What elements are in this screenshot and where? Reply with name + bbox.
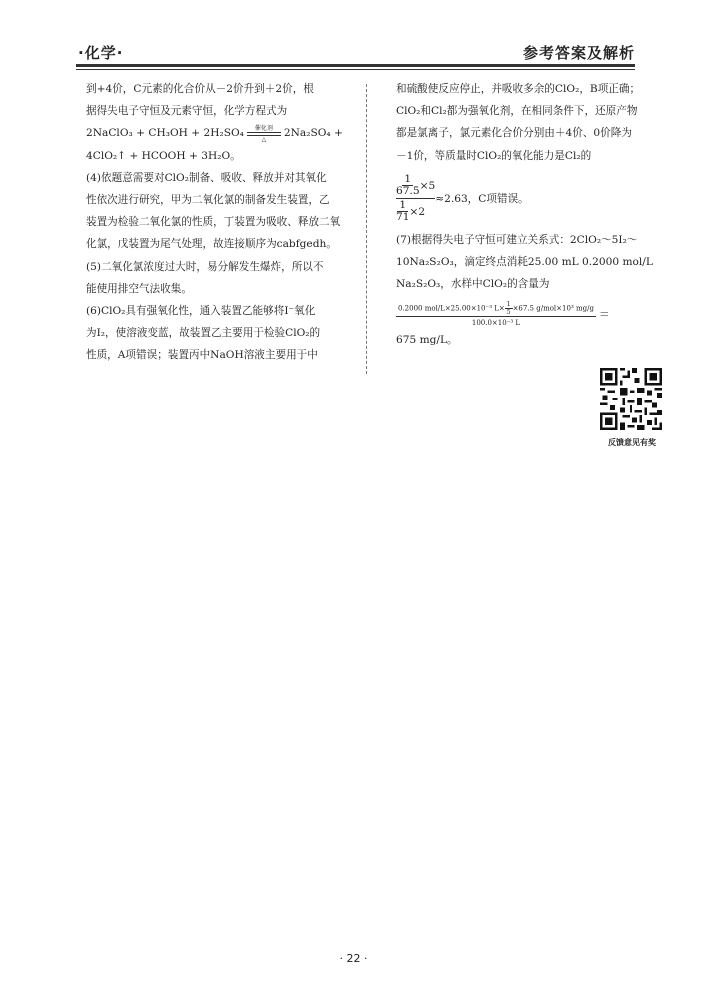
fraction-den: 71 [396, 211, 410, 224]
compound-fraction [396, 174, 435, 223]
text-line: (4)依题意需要对ClO₂制备、吸收、释放并对其氧化 [86, 171, 327, 184]
reaction-arrow [247, 125, 281, 143]
text-line: 到+4价，C元素的化合价从－2价升到＋2价，根 [86, 83, 314, 95]
fraction-num: 1 [506, 301, 511, 309]
ratio-result: ≈2.63，C项错误。 [435, 192, 529, 205]
section-header: 参考答案及解析 [522, 44, 635, 62]
calc-numerator [396, 301, 596, 317]
text-line: －1价，等质量时ClO₂的氧化能力是Cl₂的 [396, 149, 592, 162]
fraction-num: 1 [399, 199, 407, 212]
text-line: 据得失电子守恒及元素守恒，化学方程式为 [86, 105, 288, 118]
text-line: 为I₂，使溶液变蓝，故装置乙主要用于检验ClO₂的 [86, 327, 321, 340]
equals-sign: ＝ [598, 309, 610, 322]
header-rule [76, 64, 635, 67]
calc-fraction [396, 301, 596, 329]
oxidation-ratio [396, 169, 666, 229]
text-line: 和硫酸使反应停止，并吸收多余的ClO₂，B项正确； [396, 83, 641, 95]
fraction-denominator [396, 199, 425, 223]
inner-fraction [396, 174, 420, 197]
content-calculation [396, 301, 666, 329]
qr-caption: 反馈意见有奖 [608, 438, 656, 447]
multiplier: ×2 [409, 205, 426, 218]
page-number: · 22 · [339, 952, 368, 965]
text-line: (6)ClO₂具有强氧化性，通入装置乙能够将I⁻氧化 [86, 305, 316, 318]
inner-fraction [505, 301, 513, 316]
text-line: Na₂S₂O₃，水样中ClO₂的含量为 [396, 278, 550, 291]
text-line: (5)二氧化氯浓度过大时，易分解发生爆炸，所以不 [86, 260, 324, 273]
result-line: 675 mg/L。 [396, 334, 458, 347]
inner-fraction [396, 200, 409, 223]
text-line: (7)根据得失电子守恒可建立关系式：2ClO₂～5I₂～ [396, 233, 638, 246]
text-line: 化氯，戊装置为尾气处理，故连接顺序为cabfgedh。 [86, 238, 337, 251]
multiplier: ×5 [419, 179, 436, 192]
chemical-equation [86, 122, 356, 144]
arrow-condition-top: 催化剂 [254, 124, 273, 132]
text-line: 能使用排空气法收集。 [86, 282, 192, 295]
qr-code-icon[interactable] [600, 368, 662, 430]
text-line: 10Na₂S₂O₃，滴定终点消耗25.00 mL 0.2000 mol/L [396, 256, 653, 269]
fraction-num: 1 [404, 173, 412, 186]
fraction-numerator [396, 174, 435, 199]
fraction-den: 5 [506, 309, 511, 317]
left-column [86, 78, 356, 367]
equation-lhs: 2NaClO₃ + CH₃OH + 2H₂SO₄ [86, 127, 244, 140]
text-line: 装置为检验二氧化氯的性质，丁装置为吸收、释放二氧 [86, 216, 341, 229]
text-line: 性依次进行研究，甲为二氧化氯的制备发生装置，乙 [86, 194, 330, 207]
right-column [396, 78, 666, 352]
text-line: 都是氯离子，氯元素化合价分别由＋4价、0价降为 [396, 127, 632, 140]
column-divider [366, 84, 367, 374]
text-line: 性质，A项错误；装置丙中NaOH溶液主要用于中 [86, 349, 318, 362]
fraction-den: 67.5 [396, 185, 420, 198]
arrow-condition-bottom: △ [261, 135, 267, 143]
calc-denominator: 100.0×10⁻³ L [471, 319, 521, 328]
text-line: ClO₂和Cl₂都为强氧化剂，在相同条件下，还原产物 [396, 105, 638, 118]
equation-rhs: 2Na₂SO₄ + [283, 127, 343, 140]
calc-num-part: 0.2000 mol/L×25.00×10⁻³ L× [398, 304, 505, 313]
equation-continuation: 4ClO₂↑ + HCOOH + 3H₂O。 [86, 149, 241, 162]
subject-header: ·化学· [78, 44, 124, 62]
header-rule-thin [76, 69, 635, 70]
calc-num-part: ×67.5 g/mol×10³ mg/g [512, 304, 594, 313]
